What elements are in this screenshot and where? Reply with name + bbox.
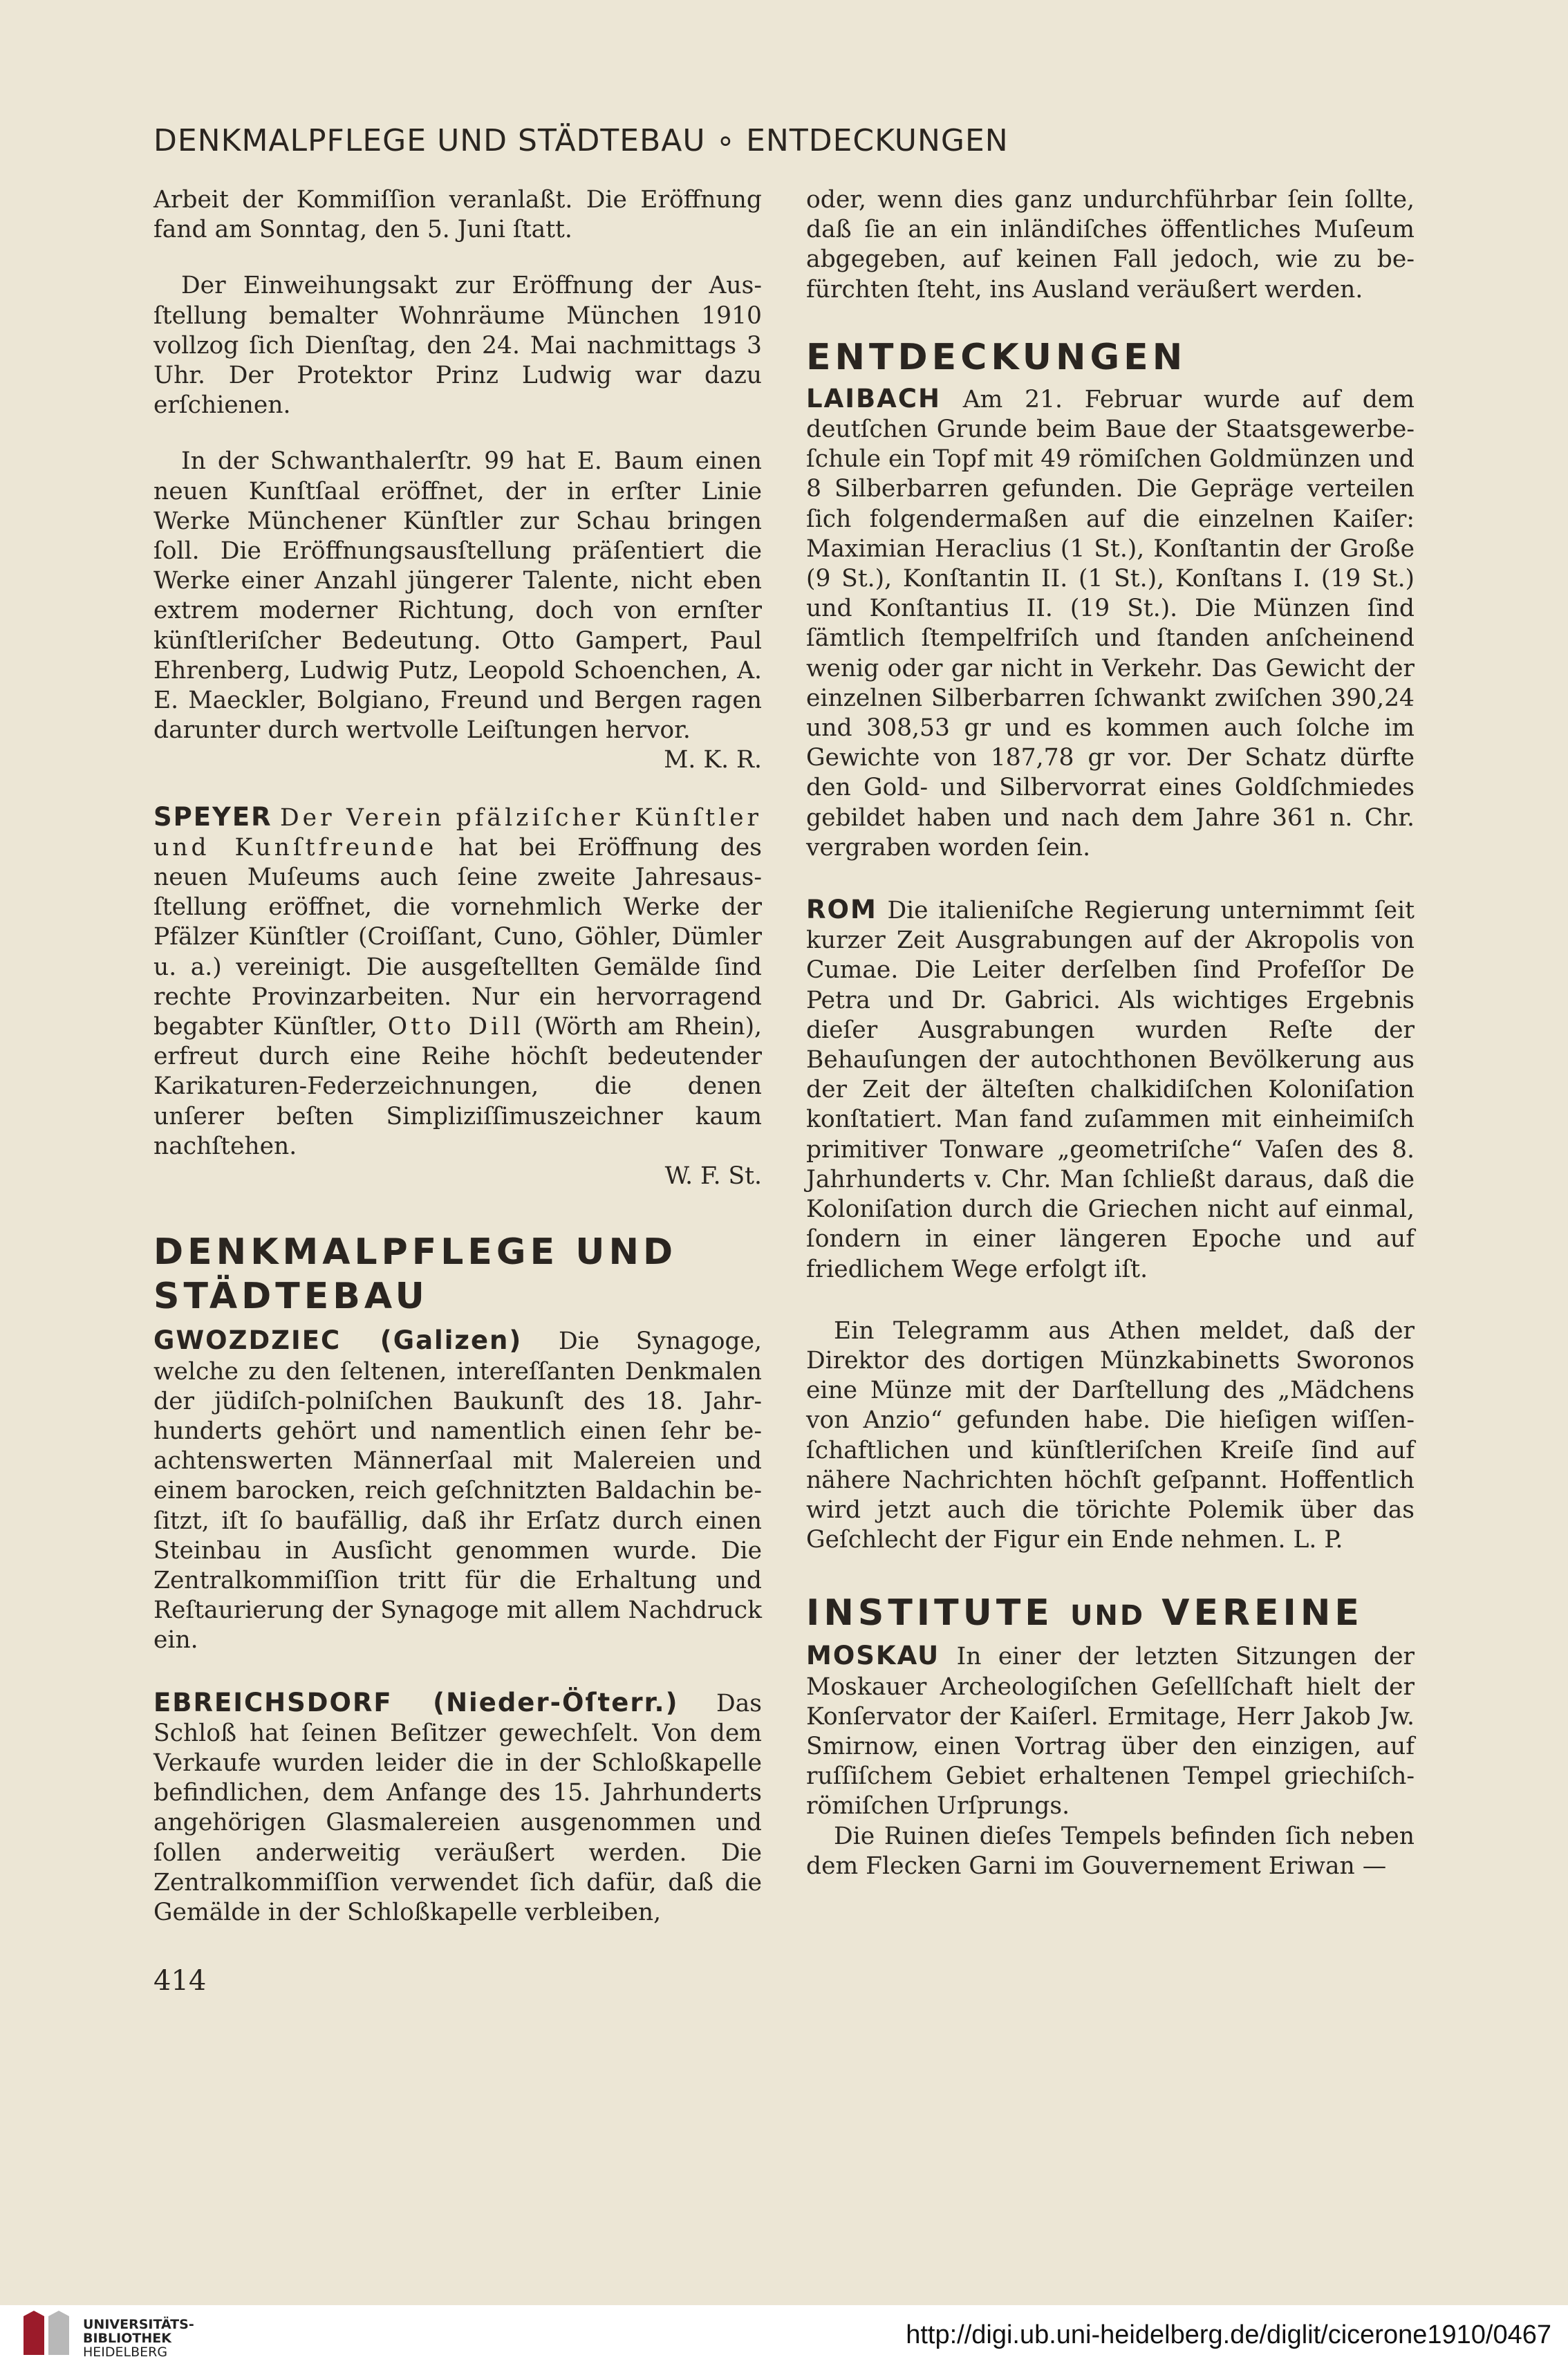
left-column [153, 185, 762, 1928]
library-name-line: UNIVERSITÄTS- [83, 2317, 194, 2332]
place-heading: ROM [806, 895, 877, 925]
library-logo-icon [19, 2309, 75, 2362]
library-name [83, 2318, 194, 2359]
entry-text: Die Synagoge, welche zu den ſeltenen, intereſſanten Denkmalen der jüdiſch-polniſchen Baukunſt des 18. Jahrhunderts gehört und namentlich einen ſehr beachtenswerten Männerſaal mit Malereien und einem barocken, reich geſchnitzten Baldachin beſitzt, iſt ſo baufällig, daß ihr Erſatz durch einen Steinbau in Ausſicht genommen wurde. Die Zentralkommiſſion tritt für die Erhaltung und Reſtaurierung der Synagoge mit allem Nachdruck ein. [153, 1328, 762, 1655]
entry-laibach [806, 384, 1415, 863]
entry-text: hat bei Eröffnung des neuen Muſeums auch ſeine zweite Jahresausſtellung eröffnet, die vornehmlich Werke der Pfälzer Künſtler (Croiſſant, Cuno, Göhler, Dümler u. a.) vereinigt. Die ausgeſtellten Gemälde ſind rechte Provinzarbeiten. Nur ein hervorragend begabter Künſtler, [153, 833, 762, 1041]
spaced-name: Der Verein pfälziſcher Künſtler und Kunſtfreunde [153, 803, 763, 861]
section-title [806, 1591, 1415, 1638]
paragraph: Arbeit der Kommiſſion veranlaßt. Die Eröffnung fand am Sonntag, den 5. Juni ſtatt. [153, 186, 762, 244]
spaced-name: Otto Dill [387, 1013, 525, 1041]
entry-text: Ein Telegramm aus Athen meldet, daß der Direktor des dortigen Münzkabinetts Sworonos eine Münze mit der Darſtellung des „Mädchens von Anzio“ gefunden habe. Die hieſigen wiſſenſchaftlichen und künſtleriſchen Kreiſe ſind auf nähere Nachrichten höchſt geſpannt. Hoffentlich wird jetzt auch die törichte Polemik über das Geſchlecht der Figur ein Ende nehmen. [806, 1316, 1415, 1554]
right-column [806, 185, 1415, 1881]
entry-text: (Wörth am Rhein), erfreut durch eine Reihe höchſt bedeutender Karikaturen-Federzeichnungen, die denen unſerer beſten Simpliziſſimuszeichner kaum nachſtehen. [153, 1013, 763, 1160]
paragraph: oder, wenn dies ganz undurchführbar ſein ſollte, daß ſie an ein inländiſches öffentliches Muſeum abgegeben, auf keinen Fall jedoch, wie zu befürchten ſteht, ins Ausland veräußert werden. [806, 186, 1415, 304]
place-heading: LAIBACH [806, 383, 941, 413]
place-heading: MOSKAU [806, 1641, 940, 1671]
library-name-line: HEIDELBERG [83, 2345, 168, 2360]
section-title: ENTDECKUNGEN [806, 336, 1187, 378]
signature: L. P. [1293, 1526, 1343, 1554]
entry-moskau [806, 1641, 1415, 1821]
signature: W. F. St. [664, 1162, 762, 1191]
entry-text: Die italieniſche Regierung unternimmt ſeit kurzer Zeit Ausgrabungen auf der Akropolis von Cumae. Die Leiter derſelben ſind Profeſſor De Petra und Dr. Gabrici. Als wichtiges Ergebnis dieſer Ausgrabungen wurden Reſte der Behauſungen der autochthonen Bevölkerung aus der Zeit der älteſten chalkidiſchen Koloniſation konſtatiert. Man fand zuſammen mit einheimiſch primitiver Tonware „geometriſche“ Vaſen des 8. Jahrhunderts v. Chr. Man ſchließt daraus, daß die Koloniſation durch die Griechen nicht auf einmal, ſondern in einer längeren Epoche und auf friedlichem Wege erfolgt iſt. [806, 897, 1415, 1283]
page-number: 414 [153, 1965, 207, 1997]
section-title-part: INSTITUTE [806, 1592, 1054, 1634]
running-head: DENKMALPFLEGE UND STÄDTEBAU ∘ ENTDECKUNGEN [153, 123, 1009, 158]
entry-speyer [153, 802, 762, 1162]
entry-rom [806, 895, 1415, 1285]
entry-text: In einer der letzten Sitzungen der Moskauer Archeologiſchen Geſellſchaft hielt der Konſervator der Kaiſerl. Ermitage, Herr Jakob Jw. Smirnow, einen Vortrag über den einzigen, auf ruſſiſchem Gebiet erhaltenen Tempel griechiſch-römiſchen Urſprungs. [806, 1643, 1415, 1820]
paragraph: In der Schwanthalerſtr. 99 hat E. Baum einen neuen Kunſtſaal eröffnet, der in erſter Linie Werke Münchener Künſtler zur Schau bringen ſoll. Die Eröffnungsausſtellung präſentiert die Werke einer Anzahl jüngerer Talente, nicht eben extrem moderner Richtung, doch von ernſter künſtleriſcher Bedeutung. Otto Gampert, Paul Ehrenberg, Ludwig Putz, Leopold Schoenchen, A. E. Maeckler, Bolgiano, Freund und Bergen ragen darunter durch wertvolle Leiſtungen hervor. [153, 447, 762, 745]
entry-ebreichsdorf [153, 1688, 762, 1928]
paragraph: Der Einweihungsakt zur Eröffnung der Ausſtellung bemalter Wohnräume München 1910 vollzog ſich Dienſtag, den 24. Mai nachmittags 3 Uhr. Der Protektor Prinz Ludwig war dazu erſchienen. [153, 272, 762, 420]
paragraph: Die Ruinen dieſes Tempels befinden ſich neben dem Flecken Garni im Gouvernement Eriwan — [806, 1822, 1415, 1880]
section-title-part: UND [1070, 1600, 1146, 1632]
place-heading: EBREICHSDORF (Nieder-Öſterr.) [153, 1687, 679, 1717]
place-heading: GWOZDZIEC (Galizen) [153, 1325, 523, 1356]
source-url-link[interactable]: http://digi.ub.uni-heidelberg.de/diglit/cicerone1910/0467 [906, 2320, 1551, 2349]
entry-gwozdziec [153, 1325, 762, 1655]
place-heading: SPEYER [153, 801, 272, 832]
section-title-part: VEREINE [1161, 1592, 1363, 1634]
signature: M. K. R. [664, 746, 762, 774]
section-title: DENKMALPFLEGE UND STÄDTEBAU [153, 1231, 678, 1318]
entry-text: Das Schloß hat ſeinen Beſitzer gewechſelt. Von dem Verkaufe wurden leider die in der Schloßkapelle befindlichen, dem Anfange des 15. Jahrhunderts angehörigen Glasmalereien ausgenommen und ſollen anderweitig veräußert werden. Die Zentralkommiſſion verwendet ſich dafür, daß die Gemälde in der Schloßkapelle verbleiben, [153, 1689, 762, 1926]
library-name-line: BIBLIOTHEK [83, 2331, 171, 2346]
paragraph [806, 1316, 1415, 1556]
entry-text: Am 21. Februar wurde auf dem deutſchen Grunde beim Baue der Staatsgewerbeſchule ein Topf mit 49 römiſchen Goldmünzen und 8 Silberbarren gefunden. Die Gepräge verteilen ſich folgendermaßen auf die einzelnen Kaiſer: Maximian Heraclius (1 St.), Konſtantin der Große (9 St.), Konſtantin II. (1 St.), Konſtans I. (19 St.) und Konſtantius II. (19 St.). Die Münzen ſind ſämtlich ſtempelfriſch und ſtanden anſcheinend wenig oder gar nicht in Verkehr. Das Gewicht der einzelnen Silberbarren ſchwankt zwiſchen 390,24 und 308,53 gr und es kommen auch ſolche im Gewichte von 187,78 gr vor. Der Schatz dürfte den Gold- und Silbervorrat eines Goldſchmiedes gebildet haben und nach dem Jahre 361 n. Chr. vergraben worden ſein. [806, 385, 1415, 861]
